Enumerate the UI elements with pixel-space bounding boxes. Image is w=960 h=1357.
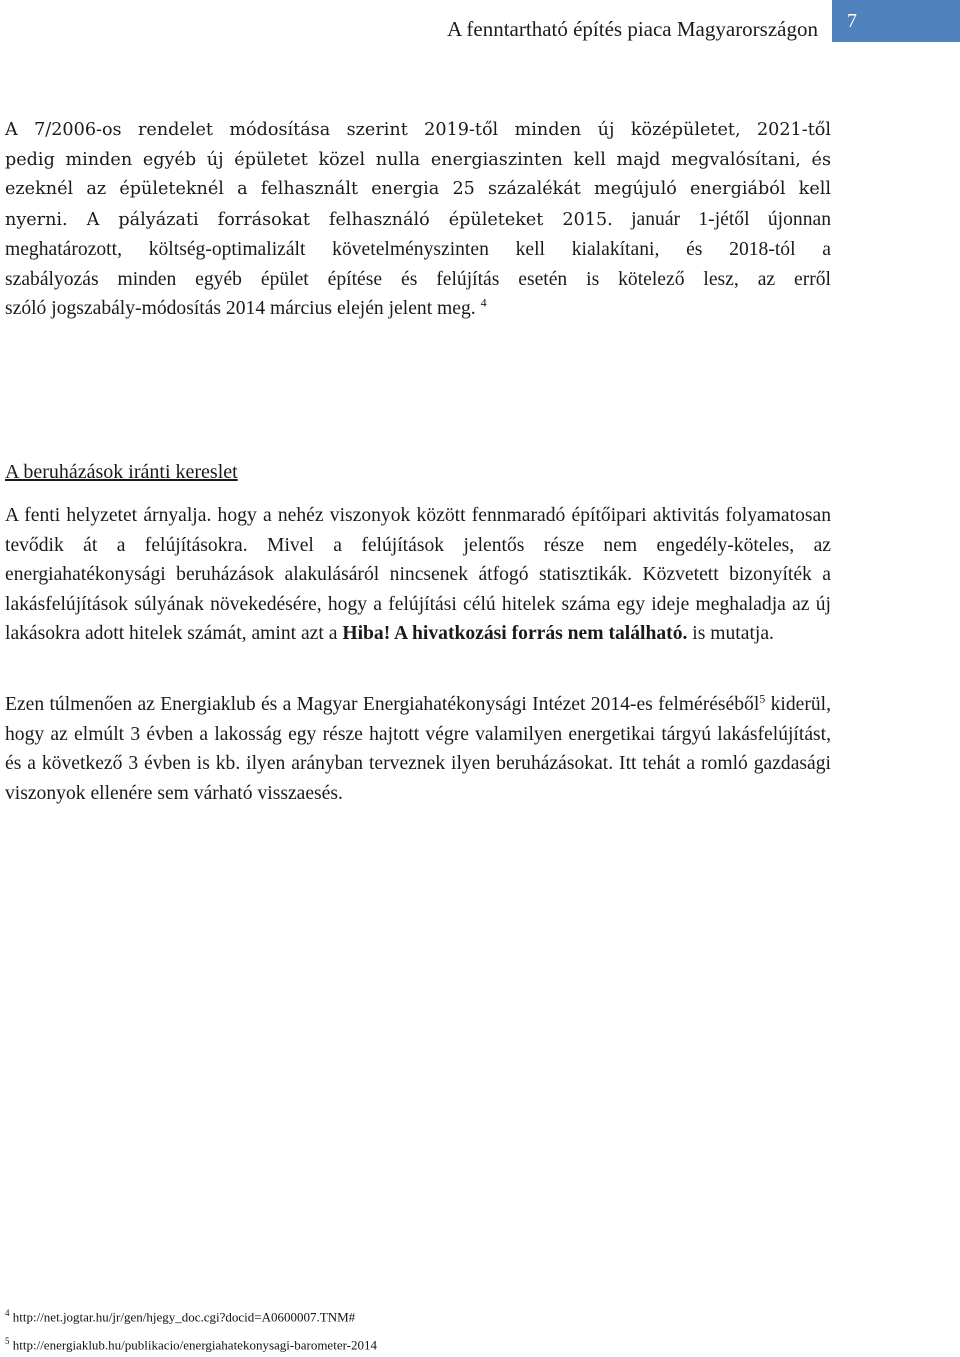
para1-line4a: nyerni. A pályázati forrásokat felhasználó épületeket 2015.: [5, 209, 613, 230]
para2-text-start: A fenti helyzetet árnyalja. hogy a nehéz viszonyok között fennmaradó építőipari aktivitás folyamatosan tevődik át a felújításokra. Mivel a felújítások jelentős része nem engedély-köteles, az energiahatékonysági beruházások alakulásáról nincsenek átfogó statisztikák. Közvetett bizonyíték a lakásfelújítások súlyának növekedésére, hogy a felújítási célú hitelek száma egy ideje meghaladja az új lakásokra adott hitelek számát, amint azt a: [5, 505, 831, 644]
para1-line7-text: szóló jogszabály-módosítás 2014 március elején jelent meg.: [5, 298, 481, 319]
para1-line3: ezeknél az épületeknél a felhasznált energia 25 százalékát megújuló energiából kell: [5, 179, 831, 199]
para1-line6: szabályozás minden egyéb épület építése és felújítás esetén is kötelező lesz, az erről: [5, 268, 831, 290]
paragraph-regulation: [5, 116, 831, 324]
para3-text-end: kiderül, hogy az elmúlt 3 évben a lakosság egy része hajtott végre valamilyen energetikai tárgyú lakásfelújítást, és a következő 3 évben is kb. ilyen arányban terveznek ilyen beruházásokat. Itt tehát a romló gazdasági viszonyok ellenére sem várható visszaesés.: [5, 694, 831, 804]
para1-line7: [5, 294, 831, 324]
footnote-5-link[interactable]: http://energiaklub.hu/publikacio/energiahatekonysagi-barometer-2014: [9, 1337, 377, 1353]
footnote-ref-5[interactable]: 5: [759, 691, 766, 706]
reference-error[interactable]: Hiba! A hivatkozási forrás nem található.: [342, 623, 688, 644]
para2: [5, 501, 831, 649]
paragraph-survey: [5, 690, 831, 808]
footnote-ref-4[interactable]: 4: [480, 295, 487, 310]
page-number: 7: [832, 0, 960, 42]
para1-line4: [5, 205, 831, 236]
para1-line4b: január 1-jétől újonnan: [612, 208, 831, 230]
para1-line1: A 7/2006-os rendelet módosítása szerint 2019-től minden új középületet, 2021-től: [5, 120, 831, 140]
para2-text-end: is mutatja.: [687, 623, 774, 644]
para3-text-start: Ezen túlmenően az Energiaklub és a Magyar Energiahatékonysági Intézet 2014-es felméréséből: [5, 694, 760, 715]
footnote-4-link[interactable]: http://net.jogtar.hu/jr/gen/hjegy_doc.cgi?docid=A0600007.TNM#: [9, 1309, 356, 1325]
section-heading: A beruházások iránti kereslet: [5, 461, 238, 483]
para3: [5, 690, 831, 808]
footnote-4-number: 4: [5, 1308, 10, 1318]
footnote-5: [5, 1336, 377, 1353]
paragraph-demand: [5, 501, 831, 649]
footnote-4: [5, 1308, 355, 1325]
running-title: A fenntartható építés piaca Magyarországon: [447, 17, 818, 41]
para1-line5: meghatározott, költség-optimalizált követelményszinten kell kialakítani, és 2018-tól a: [5, 239, 831, 260]
para1-line2: pedig minden egyéb új épületet közel nulla energiaszinten kell majd megvalósítani, és: [5, 149, 831, 170]
footnote-5-number: 5: [5, 1336, 10, 1346]
